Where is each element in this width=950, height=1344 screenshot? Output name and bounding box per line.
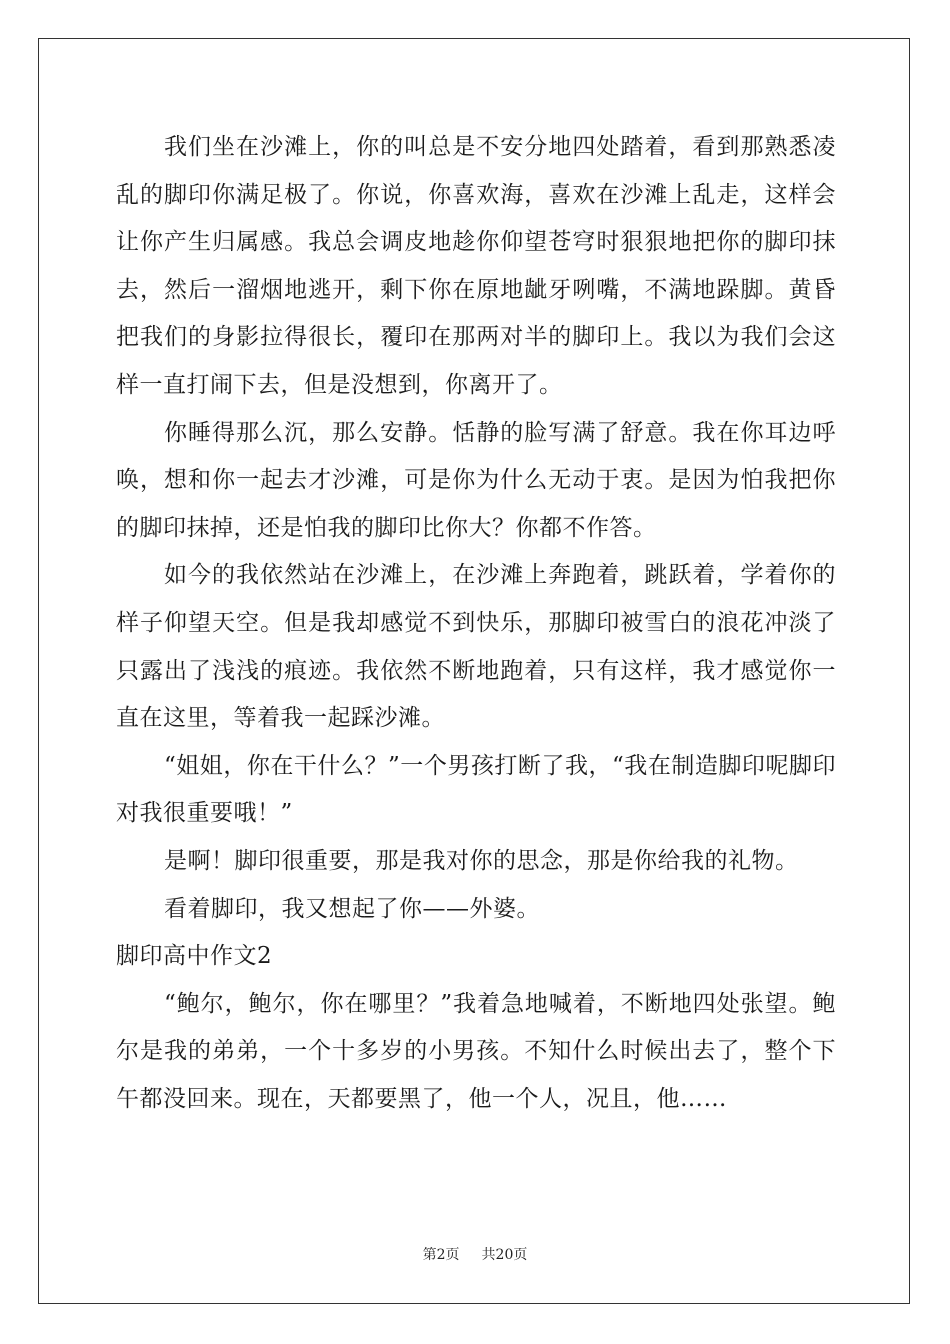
page-total: 共20页	[481, 1247, 528, 1263]
page-number: 第2页	[422, 1247, 460, 1263]
document-body	[116, 124, 836, 1123]
paragraph: 你睡得那么沉，那么安静。恬静的脸写满了舒意。我在你耳边呼唤，想和你一起去才沙滩，可是你为什么无动于衷。是因为怕我把你的脚印抹掉，还是怕我的脚印比你大？你都不作答。	[116, 419, 836, 541]
page-footer	[0, 1244, 950, 1264]
paragraph: “姐姐，你在干什么？”一个男孩打断了我，“我在制造脚印呢脚印对我很重要哦！”	[116, 752, 836, 827]
paragraph: 看着脚印，我又想起了你——外婆。	[164, 895, 540, 922]
paragraph: “鲍尔，鲍尔，你在哪里？”我着急地喊着，不断地四处张望。鲍尔是我的弟弟，一个十多岁的小男孩。不知什么时候出去了，整个下午都没回来。现在，天都要黑了，他一个人，况且，他……	[116, 990, 836, 1112]
paragraph: 如今的我依然站在沙滩上，在沙滩上奔跑着，跳跃着，学着你的样子仰望天空。但是我却感觉不到快乐，那脚印被雪白的浪花冲淡了只露出了浅浅的痕迹。我依然不断地跑着，只有这样，我才感觉你一直在这里，等着我一起踩沙滩。	[116, 562, 836, 732]
paragraph: 是啊！脚印很重要，那是我对你的思念，那是你给我的礼物。	[164, 847, 799, 874]
section-heading: 脚印高中作文2	[116, 943, 273, 970]
paragraph: 我们坐在沙滩上，你的叫总是不安分地四处踏着，看到那熟悉凌乱的脚印你满足极了。你说，你喜欢海，喜欢在沙滩上乱走，这样会让你产生归属感。我总会调皮地趁你仰望苍穹时狠狠地把你的脚印抹去，然后一溜烟地逃开，剩下你在原地龇牙咧嘴，不满地跺脚。黄昏把我们的身影拉得很长，覆印在那两对半的脚印上。我以为我们会这样一直打闹下去，但是没想到，你离开了。	[116, 134, 836, 398]
